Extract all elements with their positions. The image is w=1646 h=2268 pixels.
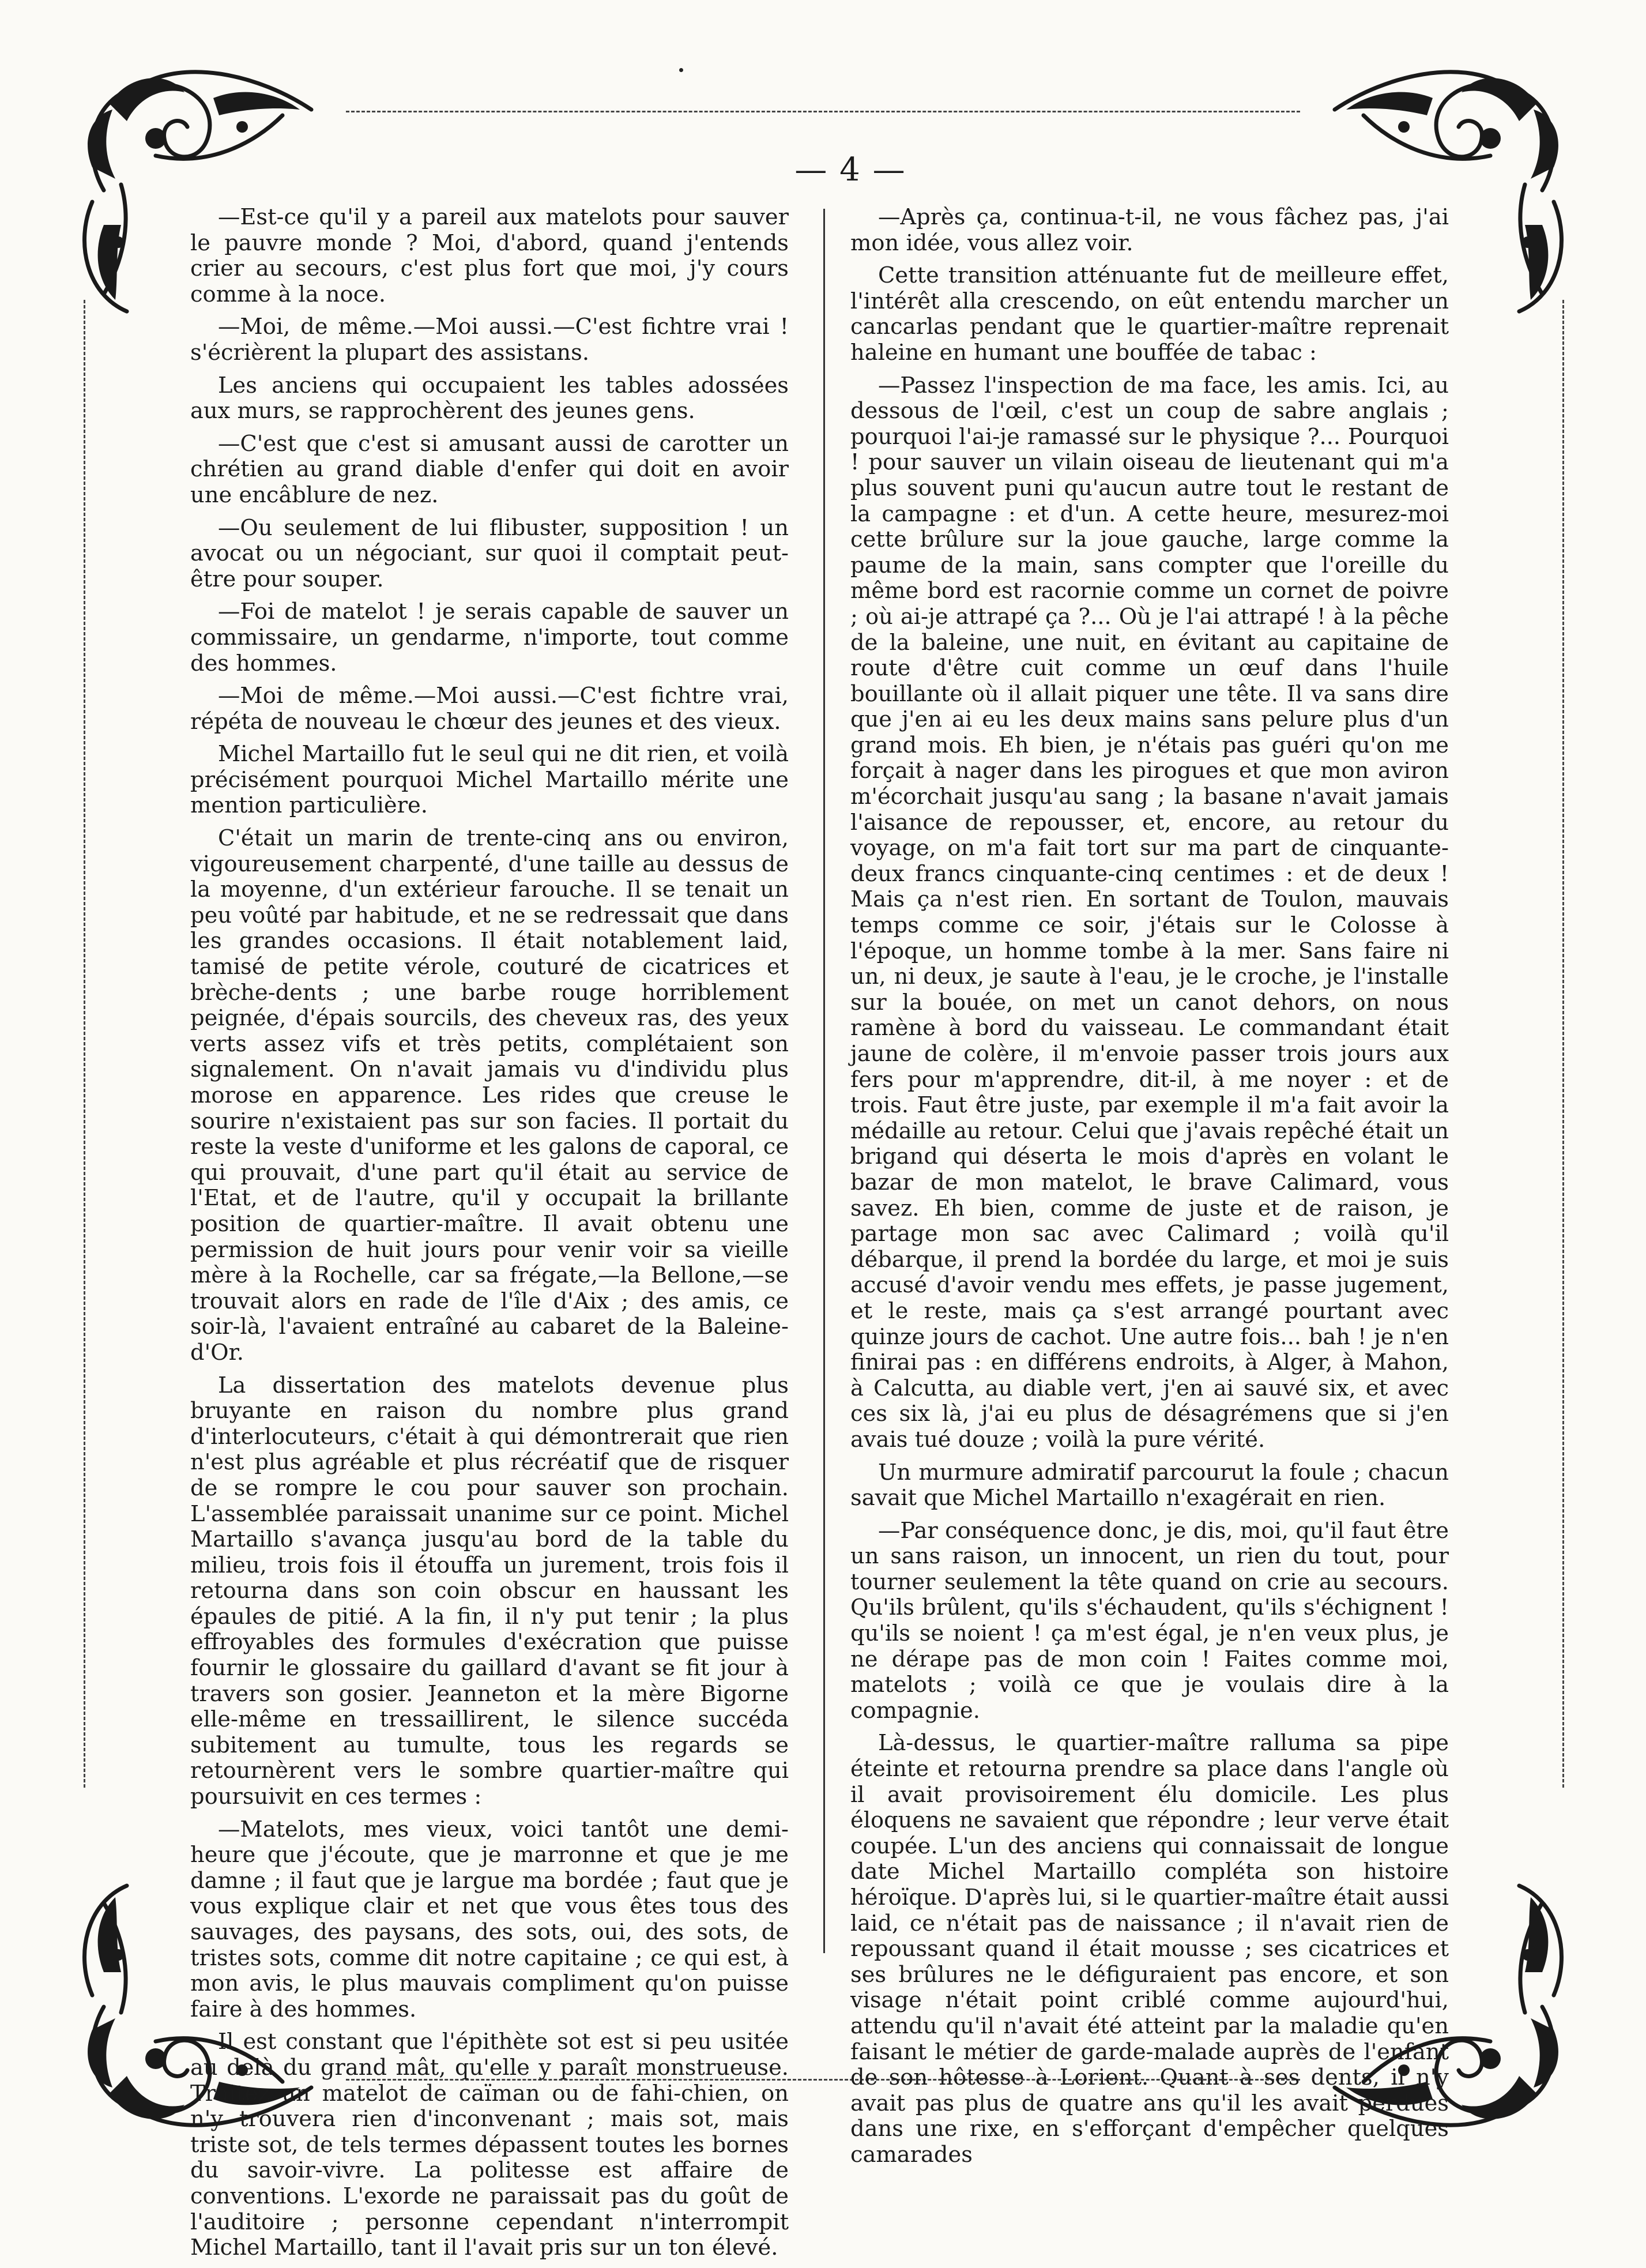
paragraph: —Ou seulement de lui flibuster, supposition ! un avocat ou un négociant, sur quoi il comptait peut-être pour souper. xyxy=(190,514,789,592)
paragraph: —Après ça, continua-t-il, ne vous fâchez pas, j'ai mon idée, vous allez voir. xyxy=(850,204,1449,256)
paragraph: —Matelots, mes vieux, voici tantôt une demi-heure que j'écoute, que je marronne et que je me damne ; il faut que je largue ma bordée ; faut que je vous explique clair et net que vous êtes tous des sauvages, des paysans, des sots, oui, des sots, de tristes sots, comme dit notre capitaine ; ce qui est, à mon avis, le plus mauvais compliment qu'on puisse faire à des hommes. xyxy=(190,1816,789,2022)
paragraph: —Par conséquence donc, je dis, moi, qu'il faut être un sans raison, un innocent, un rien du tout, pour tourner seulement la tête quand on crie au secours. Qu'ils brûlent, qu'ils s'échaudent, qu'ils s'échignent ! qu'ils se noient ! ça m'est égal, je n'en veux plus, je ne dérape pas de mon coin ! Faites comme moi, matelots ; voilà ce que je voulais dire à la compagnie. xyxy=(850,1517,1449,1724)
text-column-right xyxy=(850,205,1449,2175)
paragraph: Cette transition atténuante fut de meilleure effet, l'intérêt alla crescendo, on eût entendu marcher un cancarlas pendant que le quartier-maître reprenait haleine en humant une bouffée de tabac : xyxy=(850,262,1449,366)
paragraph: —Passez l'inspection de ma face, les amis. Ici, au dessous de l'œil, c'est un coup de sabre anglais ; pourquoi l'ai-je ramassé sur le physique ?... Pourquoi ! pour sauver un vilain oiseau de lieutenant qui m'a plus souvent puni qu'aucun autre tout le restant de la campagne : et d'un. A cette heure, mesurez-moi cette brûlure sur la joue gauche, large comme la paume de la main, sans compter que l'oreille du même bord est racornie comme un cornet de poivre ; où ai-je attrapé ça ?... Où je l'ai attrapé ! à la pêche de la baleine, une nuit, en évitant au capitaine de route d'être cuit comme un œuf dans l'huile bouillante où il allait piquer une tête. Il va sans dire que j'en ai eu les deux mains sans pelure plus d'un grand mois. Eh bien, je n'étais pas guéri qu'on me forçait à nager dans les pirogues et que mon aviron m'écorchait jusqu'au sang ; la basane n'avait jamais l'aisance de repousser, et, encore, au retour du voyage, on m'a fait tort sur ma part de cinquante-deux francs cinquante-cinq centimes : et de deux ! Mais ça n'est rien. En sortant de Toulon, mauvais temps comme ce soir, j'étais sur le Colosse à l'époque, un homme tombe à la mer. Sans faire ni un, ni deux, je saute à l'eau, je le croche, je l'installe sur la bouée, on met un canot dehors, on nous ramène à bord du vaisseau. Le commandant était jaune de colère, il m'envoie passer trois jours aux fers pour m'apprendre, dit-il, à me noyer : et de trois. Faut être juste, par exemple il m'a fait avoir la médaille au retour. Celui que j'avais repêché était un brigand qui déserta le mois d'après en volant le bazar de mon matelot, le brave Calimard, vous savez. Eh bien, comme de juste et de raison, je partage mon sac avec Calimard ; voilà qu'il débarque, il prend la bordée du large, et moi je suis accusé d'avoir vendu mes effets, je passe jugement, et le reste, mais ça s'est arrangé pourtant avec quinze jours de cachot. Une autre fois... bah ! je n'en finirai pas : en différens endroits, à Alger, à Mahon, à Calcutta, au diable vert, j'en ai sauvé six, et avec ces six là, j'ai eu plus de désagrémens que si j'en avais tué douze ; voilà la pure vérité. xyxy=(850,372,1449,1453)
paragraph: —Est-ce qu'il y a pareil aux matelots pour sauver le pauvre monde ? Moi, d'abord, quand j'entends crier au secours, c'est plus fort que moi, j'y cours comme à la noce. xyxy=(190,204,789,307)
ink-speck xyxy=(679,68,683,72)
paragraph: C'était un marin de trente-cinq ans ou environ, vigoureusement charpenté, d'une taille au dessus de la moyenne, d'un extérieur farouche. Il se tenait un peu voûté par habitude, et ne se redressait que dans les grandes occasions. Il était notablement laid, tamisé de petite vérole, couturé de cicatrices et brèche-dents ; une barbe rouge horriblement peignée, d'épais sourcils, des cheveux ras, des yeux verts assez vifs et très petits, complétaient son signalement. On n'avait jamais vu d'individu plus morose en apparence. Les rides que creuse le sourire n'existaient pas sur son facies. Il portait du reste la veste d'uniforme et les galons de caporal, ce qui prouvait, d'une part qu'il était au service de l'Etat, et de l'autre, qu'il y occupait la brillante position de quartier-maître. Il avait obtenu une permission de huit jours pour venir voir sa vieille mère à la Rochelle, car sa frégate,—la Bellone,—se trouvait alors en rade de l'île d'Aix ; des amis, ce soir-là, l'avaient entraîné au cabaret de la Baleine-d'Or. xyxy=(190,825,789,1366)
column-divider xyxy=(823,209,825,1953)
paragraph: La dissertation des matelots devenue plus bruyante en raison du nombre plus grand d'interlocuteurs, c'était à qui démontrerait que rien n'est plus agréable et plus récréatif que de risquer de se rompre le cou pour sauver son prochain. L'assemblée paraissait unanime sur ce point. Michel Martaillo s'avança jusqu'au bord de la table du milieu, trois fois il étouffa un jurement, trois fois il retourna dans son coin obscur en haussant les épaules de pitié. A la fin, il n'y put tenir ; la plus effroyables des formules d'exécration que puisse fournir le glossaire du gaillard d'avant se fit jour à travers son gosier. Jeanneton et la mère Bigorne elle-même en tressaillirent, le silence succéda subitement au tumulte, tous les regards se retournèrent vers le sombre quartier-maître qui poursuivit en ces termes : xyxy=(190,1372,789,1810)
paragraph: —C'est que c'est si amusant aussi de carotter un chrétien au grand diable d'enfer qui doit en avoir une encâblure de nez. xyxy=(190,430,789,508)
page-number: — 4 — xyxy=(794,151,906,189)
paragraph: Les anciens qui occupaient les tables adossées aux murs, se rapprochèrent des jeunes gens. xyxy=(190,372,789,424)
paragraph: Là-dessus, le quartier-maître ralluma sa pipe éteinte et retourna prendre sa place dans l'angle où il avait provisoirement élu domicile. Les plus éloquens ne savaient que répondre ; leur verve était coupée. L'un des anciens qui connaissait de longue date Michel Martaillo compléta son histoire héroïque. D'après lui, si le quartier-maître était aussi laid, ce n'était pas de naissance ; il n'avait rien de repoussant quand il était mousse ; ses cicatrices et ses brûlures ne le défiguraient pas encore, et son visage n'était point criblé comme aujourd'hui, attendu qu'il n'avait été atteint par la maladie qu'en faisant le métier de garde-malade auprès de l'enfant de son hôtesse à Lorient. Quant à ses dents, il n'y avait pas plus de quatre ans qu'il les avait perdues dans une rixe, en s'efforçant d'empêcher quelques camarades xyxy=(850,1730,1449,2168)
frame-top-border xyxy=(346,111,1300,112)
paragraph: —Moi de même.—Moi aussi.—C'est fichtre vrai, répéta de nouveau le chœur des jeunes et des vieux. xyxy=(190,683,789,735)
frame-left-border xyxy=(84,300,85,1788)
paragraph: Michel Martaillo fut le seul qui ne dit rien, et voilà précisément pourquoi Michel Martaillo mérite une mention particulière. xyxy=(190,741,789,819)
paragraph: Il est constant que l'épithète sot est si peu usitée au delà du grand mât, qu'elle y paraît monstrueuse. Traitez un matelot de caïman ou de fahi-chien, on n'y trouvera rien d'inconvenant ; mais sot, mais triste sot, de tels termes dépassent toutes les bornes du savoir-vivre. La politesse est affaire de conventions. L'exorde ne paraissait pas du goût de l'auditoire ; personne cependant n'interrompit Michel Martaillo, tant il l'avait pris sur un ton élevé. xyxy=(190,2029,789,2261)
paragraph: Un murmure admiratif parcourut la foule ; chacun savait que Michel Martaillo n'exagérait en rien. xyxy=(850,1459,1449,1511)
frame-right-border xyxy=(1562,300,1564,1788)
paragraph: —Moi, de même.—Moi aussi.—C'est fichtre vrai ! s'écrièrent la plupart des assistans. xyxy=(190,314,789,366)
text-column-left xyxy=(190,205,789,2268)
paragraph: —Foi de matelot ! je serais capable de sauver un commissaire, un gendarme, n'importe, tout comme des hommes. xyxy=(190,599,789,676)
